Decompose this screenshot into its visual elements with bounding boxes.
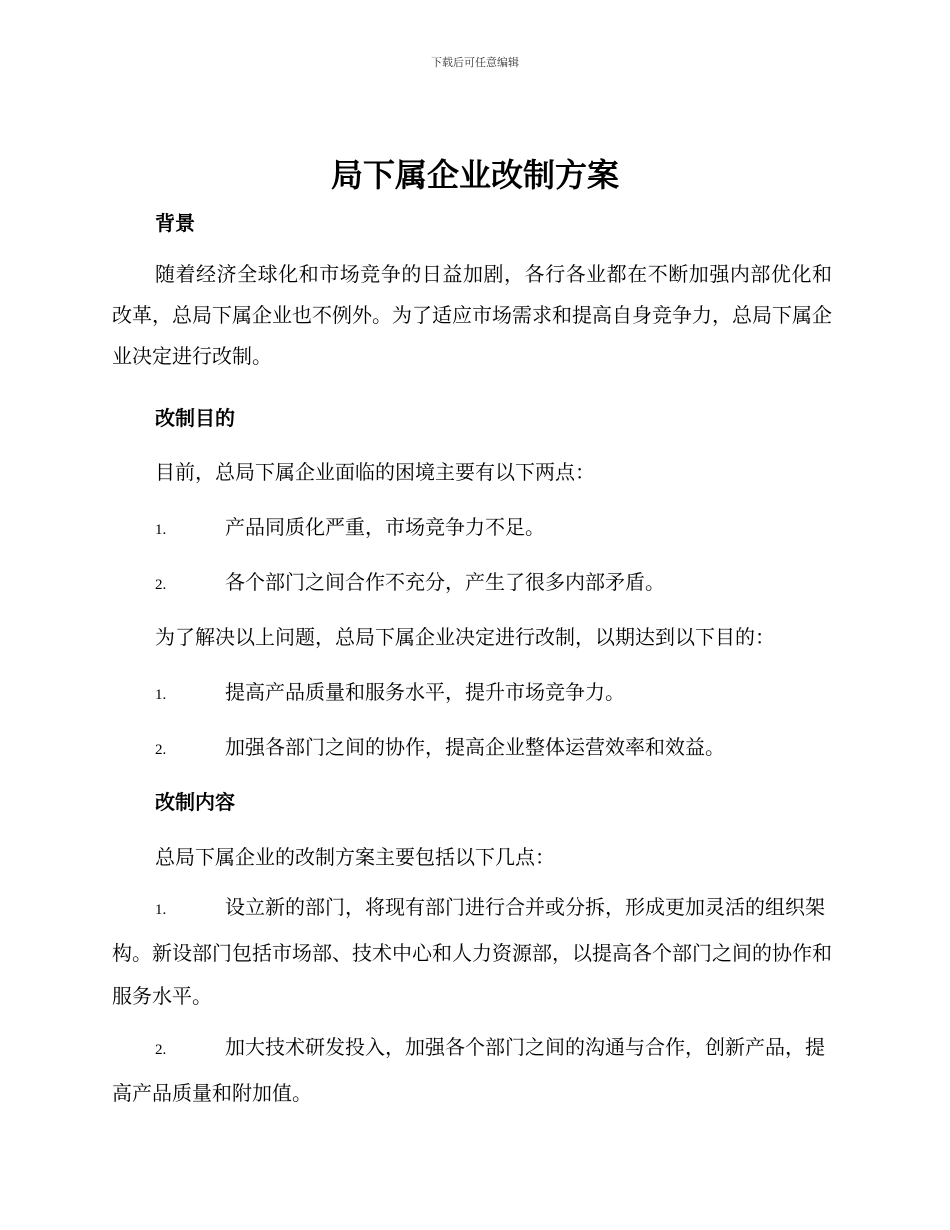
header-note: 下载后可任意编辑	[431, 56, 519, 69]
purpose-intro: 目前，总局下属企业面临的困境主要有以下两点：	[155, 460, 595, 484]
content-intro: 总局下属企业的改制方案主要包括以下几点：	[155, 845, 555, 869]
list-item	[155, 566, 665, 595]
goal-intro: 为了解决以上问题，总局下属企业决定进行改制，以期达到以下目的：	[155, 625, 775, 649]
list-text: 设立新的部门，将现有部门进行合并或分拆，形成更加灵活的组织架构。新设部门包括市场部、技术中心和人力资源部，以提高各个部门之间的协作和服务水平。	[112, 895, 832, 1008]
list-item	[112, 886, 832, 1018]
list-item	[112, 1026, 832, 1115]
list-number: 2.	[155, 577, 167, 593]
list-item	[155, 676, 625, 705]
list-number: 1.	[155, 902, 167, 918]
list-number: 2.	[155, 1042, 167, 1058]
background-paragraph: 随着经济全球化和市场竞争的日益加剧，各行各业都在不断加强内部优化和改革，总局下属企业也不例外。为了适应市场需求和提高自身竞争力，总局下属企业决定进行改制。	[112, 262, 832, 368]
section-heading-purpose: 改制目的	[155, 406, 235, 430]
list-text: 各个部门之间合作不充分，产生了很多内部矛盾。	[225, 570, 665, 594]
list-number: 1.	[155, 522, 167, 538]
list-item	[155, 511, 545, 540]
list-text: 提高产品质量和服务水平，提升市场竞争力。	[225, 680, 625, 704]
document-title: 局下属企业改制方案	[330, 156, 619, 194]
list-text: 产品同质化严重，市场竞争力不足。	[225, 515, 545, 539]
list-number: 1.	[155, 687, 167, 703]
list-item	[155, 731, 725, 760]
section-heading-background: 背景	[155, 211, 195, 235]
list-text: 加大技术研发投入，加强各个部门之间的沟通与合作，创新产品，提高产品质量和附加值。	[112, 1035, 825, 1105]
section-heading-content: 改制内容	[155, 790, 235, 814]
list-number: 2.	[155, 742, 167, 758]
list-text: 加强各部门之间的协作，提高企业整体运营效率和效益。	[225, 735, 725, 759]
